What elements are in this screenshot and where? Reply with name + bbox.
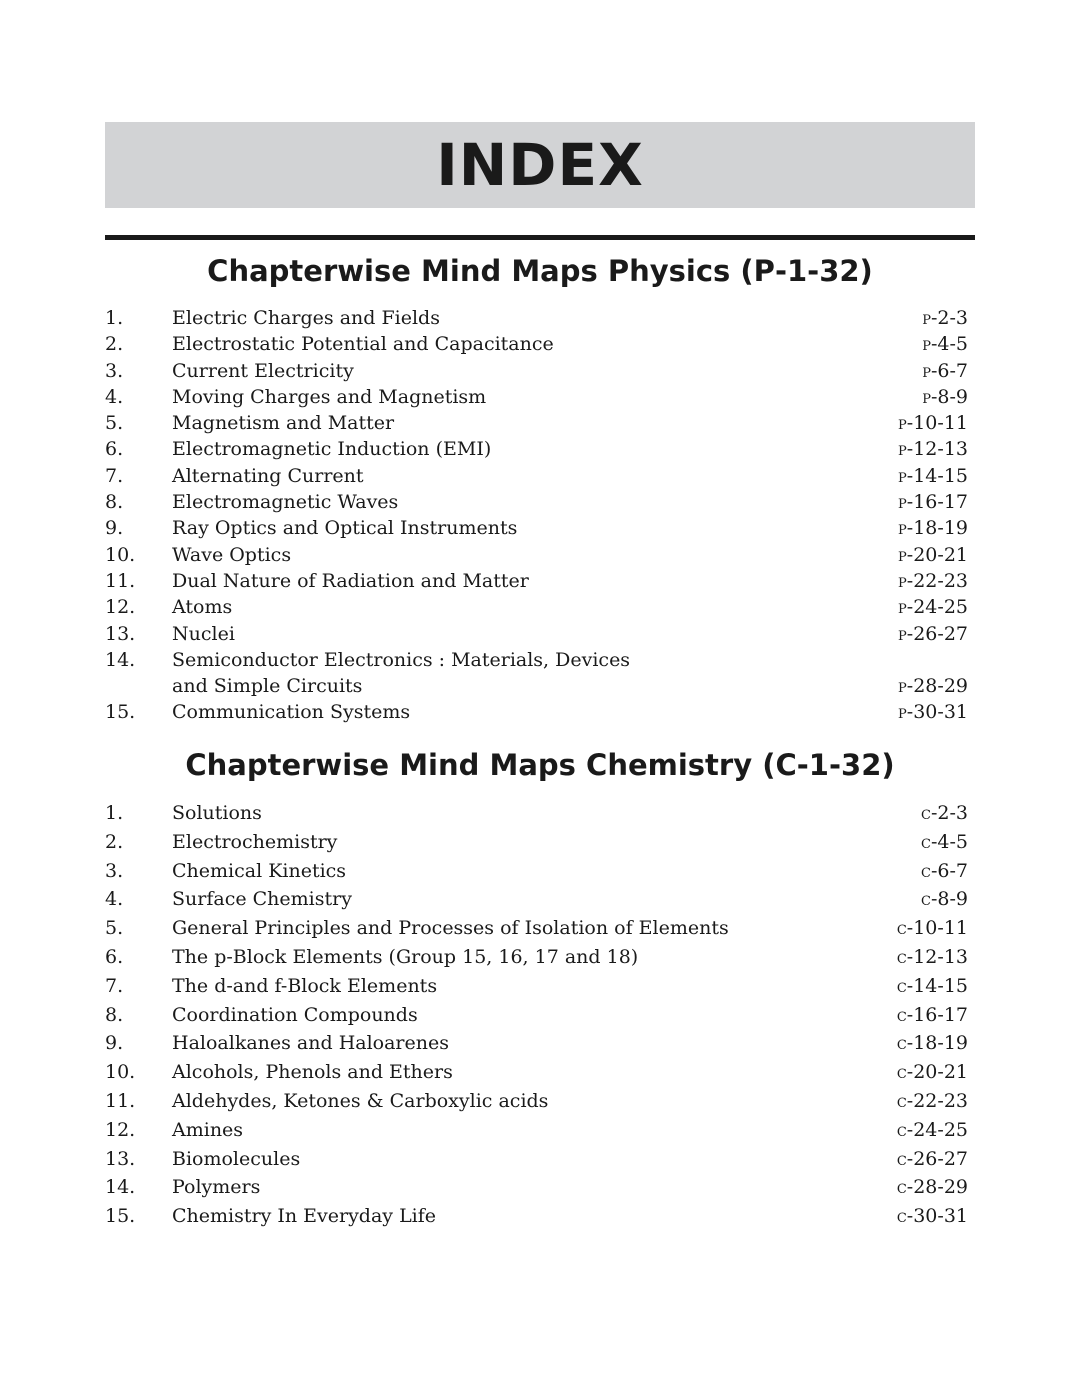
page-prefix: C <box>896 980 907 996</box>
chapter-number: 2. <box>105 333 124 356</box>
chapter-title: Chemistry In Everyday Life <box>172 1205 437 1228</box>
page-prefix: P <box>898 707 907 723</box>
page-prefix: C <box>896 1124 907 1140</box>
page-prefix: C <box>896 1211 907 1227</box>
chapter-title: The p-Block Elements (Group 15, 16, 17 and 18) <box>172 945 639 968</box>
page-numbers: -30-31 <box>906 1205 968 1228</box>
chapter-number: 13. <box>105 622 136 645</box>
chapter-row <box>105 410 968 436</box>
page-prefix: P <box>922 391 931 407</box>
page-numbers: -26-27 <box>906 1147 968 1170</box>
chapter-number: 10. <box>105 1061 136 1084</box>
chapter-row <box>105 621 968 647</box>
chapter-row <box>105 1001 968 1030</box>
chapter-title: Magnetism and Matter <box>172 412 395 435</box>
chapter-row <box>105 463 968 489</box>
chapter-row <box>105 943 968 972</box>
page-numbers: -28-29 <box>906 1176 968 1199</box>
chapter-title: Chemical Kinetics <box>172 859 347 882</box>
chapter-number: 4. <box>105 888 124 911</box>
chapter-title: Haloalkanes and Haloarenes <box>172 1032 449 1055</box>
chapter-page-range <box>921 885 968 917</box>
page-numbers: -26-27 <box>906 622 968 645</box>
divider-rule <box>105 235 975 240</box>
page-prefix: C <box>896 1067 907 1083</box>
chapter-row <box>105 515 968 541</box>
page-numbers: -4-5 <box>930 830 968 853</box>
chapter-row <box>105 799 968 828</box>
chapter-row <box>105 1116 968 1145</box>
chapter-page-range <box>922 305 968 334</box>
chapter-page-range <box>898 673 968 702</box>
chapter-page-range <box>897 914 968 946</box>
page-prefix: C <box>921 894 931 910</box>
page-numbers: -16-17 <box>906 491 968 514</box>
physics-section-heading <box>105 254 975 288</box>
page-numbers: -20-21 <box>906 543 968 566</box>
page-prefix: P <box>898 681 907 697</box>
chapter-title-continuation: and Simple Circuits <box>172 675 363 698</box>
chapter-page-range <box>897 1145 968 1177</box>
physics-heading-prefix: P <box>753 254 775 288</box>
chapter-page-range <box>897 943 968 975</box>
page-numbers: -24-25 <box>906 1118 968 1141</box>
chapter-page-range <box>898 621 968 650</box>
chapter-number: 6. <box>105 945 124 968</box>
chapter-row <box>105 1173 968 1202</box>
chemistry-heading-text: Chapterwise Mind Maps Chemistry ( <box>185 748 776 782</box>
chapter-title: Amines <box>172 1118 244 1141</box>
chapter-number: 11. <box>105 1089 136 1112</box>
chapter-title: Wave Optics <box>172 543 292 566</box>
chapter-row <box>105 358 968 384</box>
chapter-page-range <box>922 331 968 360</box>
chapter-page-range <box>897 1029 968 1061</box>
physics-heading-text: Chapterwise Mind Maps Physics ( <box>207 254 754 288</box>
chapter-title: Ray Optics and Optical Instruments <box>172 517 518 540</box>
physics-heading-range: -1-32) <box>774 254 873 288</box>
chapter-row <box>105 857 968 886</box>
page-prefix: P <box>898 444 907 460</box>
page-numbers: -22-23 <box>906 1089 968 1112</box>
chapter-title: Solutions <box>172 802 262 824</box>
chapter-number: 12. <box>105 596 136 619</box>
chapter-number: 10. <box>105 543 136 566</box>
chapter-row <box>105 305 968 331</box>
page-numbers: -24-25 <box>906 596 968 619</box>
chapter-row <box>105 542 968 568</box>
page-numbers: -10-11 <box>906 412 968 435</box>
chapter-row <box>105 914 968 943</box>
page-prefix: C <box>896 923 907 939</box>
chapter-number: 3. <box>105 359 124 382</box>
chapter-number: 15. <box>105 1205 136 1228</box>
chapter-page-range <box>898 542 968 571</box>
page-numbers: -2-3 <box>930 307 968 329</box>
page-prefix: P <box>922 365 931 381</box>
page-prefix: C <box>896 1182 907 1198</box>
chapter-number: 15. <box>105 701 136 724</box>
page-numbers: -14-15 <box>906 974 968 997</box>
chapter-number: 5. <box>105 917 124 940</box>
chapter-number: 13. <box>105 1147 136 1170</box>
chapter-title: Aldehydes, Ketones & Carboxylic acids <box>172 1089 549 1112</box>
chapter-title: The d-and f-Block Elements <box>172 974 438 997</box>
page-numbers: -4-5 <box>930 333 968 356</box>
chapter-title: Electrochemistry <box>172 830 338 853</box>
page-numbers: -28-29 <box>906 675 968 698</box>
chapter-row <box>105 885 968 914</box>
page-numbers: -8-9 <box>930 385 968 408</box>
chapter-row <box>105 594 968 620</box>
physics-chapter-list <box>105 305 968 726</box>
chapter-title: Coordination Compounds <box>172 1003 418 1026</box>
page-title: INDEX <box>436 131 644 199</box>
chapter-row <box>105 1145 968 1174</box>
page-numbers: -22-23 <box>906 569 968 592</box>
page-prefix: P <box>898 602 907 618</box>
chapter-title: General Principles and Processes of Isolation of Elements <box>172 917 729 940</box>
chemistry-heading-prefix: C <box>775 748 797 782</box>
chapter-title: Electromagnetic Waves <box>172 491 399 514</box>
page-prefix: P <box>898 470 907 486</box>
chapter-row <box>105 1202 968 1231</box>
chapter-number: 8. <box>105 491 124 514</box>
page-numbers: -12-13 <box>906 438 968 461</box>
page-prefix: C <box>921 865 931 881</box>
chapter-page-range <box>898 699 968 728</box>
page-prefix: C <box>896 1009 907 1025</box>
chapter-page-range <box>898 568 968 597</box>
chapter-row <box>105 647 968 673</box>
chapter-number: 4. <box>105 385 124 408</box>
page-prefix: P <box>898 575 907 591</box>
chapter-title: Dual Nature of Radiation and Matter <box>172 569 529 592</box>
chapter-number: 14. <box>105 1176 136 1199</box>
chapter-page-range <box>898 463 968 492</box>
chapter-number: 1. <box>105 307 124 329</box>
chapter-row <box>105 384 968 410</box>
chapter-title: Electrostatic Potential and Capacitance <box>172 333 554 356</box>
page-prefix: C <box>896 1038 907 1054</box>
chapter-number: 1. <box>105 802 124 824</box>
chapter-title: Electromagnetic Induction (EMI) <box>172 438 492 461</box>
page-prefix: P <box>898 523 907 539</box>
chapter-number: 12. <box>105 1118 136 1141</box>
chapter-number: 5. <box>105 412 124 435</box>
chapter-number: 7. <box>105 974 124 997</box>
chapter-title: Alcohols, Phenols and Ethers <box>172 1061 453 1084</box>
chemistry-heading-range: -1-32) <box>796 748 895 782</box>
page-prefix: P <box>898 418 907 434</box>
page-numbers: -12-13 <box>906 945 968 968</box>
chapter-page-range <box>898 594 968 623</box>
chapter-page-range <box>922 384 968 413</box>
chapter-page-range <box>897 1087 968 1119</box>
page-prefix: C <box>896 951 907 967</box>
chapter-page-range <box>897 1202 968 1234</box>
chapter-row <box>105 828 968 857</box>
chapter-number: 7. <box>105 464 124 487</box>
chemistry-section-heading <box>105 748 975 782</box>
chapter-number: 8. <box>105 1003 124 1026</box>
page-numbers: -18-19 <box>906 517 968 540</box>
page-numbers: -10-11 <box>906 917 968 940</box>
chapter-title: Atoms <box>172 596 233 619</box>
chapter-title: Alternating Current <box>172 464 364 487</box>
chemistry-chapter-list <box>105 799 968 1231</box>
chapter-page-range <box>897 1058 968 1090</box>
page-prefix: P <box>898 497 907 513</box>
chapter-number: 2. <box>105 830 124 853</box>
chapter-page-range <box>898 436 968 465</box>
chapter-number: 6. <box>105 438 124 461</box>
chapter-title: Moving Charges and Magnetism <box>172 385 487 408</box>
chapter-row <box>105 1058 968 1087</box>
page-prefix: P <box>922 339 931 355</box>
chapter-title: Polymers <box>172 1176 261 1199</box>
chapter-row <box>105 436 968 462</box>
chapter-title: Current Electricity <box>172 359 354 382</box>
chapter-page-range <box>897 972 968 1004</box>
page-prefix: C <box>896 1153 907 1169</box>
page-prefix: P <box>898 628 907 644</box>
chapter-number: 9. <box>105 517 124 540</box>
title-banner <box>105 122 975 208</box>
chapter-title: Communication Systems <box>172 701 411 724</box>
chapter-row <box>105 1087 968 1116</box>
chapter-number: 3. <box>105 859 124 882</box>
chapter-page-range <box>922 358 968 387</box>
page-prefix: C <box>896 1095 907 1111</box>
page-numbers: -8-9 <box>930 888 968 911</box>
chapter-row <box>105 568 968 594</box>
chapter-page-range <box>898 410 968 439</box>
chapter-page-range <box>897 1001 968 1033</box>
chapter-row <box>105 331 968 357</box>
chapter-title: Nuclei <box>172 622 235 645</box>
chapter-page-range <box>897 1116 968 1148</box>
page-numbers: -20-21 <box>906 1061 968 1084</box>
chapter-row-continuation <box>105 673 968 699</box>
page-numbers: -6-7 <box>930 359 968 382</box>
chapter-page-range <box>898 489 968 518</box>
chapter-page-range <box>921 799 968 831</box>
page-numbers: -16-17 <box>906 1003 968 1026</box>
page-prefix: P <box>922 313 931 328</box>
page-prefix: C <box>921 808 931 823</box>
chapter-page-range <box>921 857 968 889</box>
chapter-title: Surface Chemistry <box>172 888 352 911</box>
page-prefix: C <box>921 836 931 852</box>
chapter-title: Biomolecules <box>172 1147 301 1170</box>
chapter-title: Electric Charges and Fields <box>172 307 440 329</box>
chapter-row <box>105 972 968 1001</box>
chapter-page-range <box>897 1173 968 1205</box>
chapter-row <box>105 1029 968 1058</box>
page-numbers: -2-3 <box>930 802 968 824</box>
page-numbers: -14-15 <box>906 464 968 487</box>
page-numbers: -30-31 <box>906 701 968 724</box>
chapter-page-range <box>921 828 968 860</box>
chapter-row <box>105 699 968 725</box>
page-numbers: -6-7 <box>930 859 968 882</box>
chapter-title: Semiconductor Electronics : Materials, Devices <box>172 648 631 671</box>
page-prefix: P <box>898 549 907 565</box>
chapter-number: 14. <box>105 648 136 671</box>
chapter-number: 11. <box>105 569 136 592</box>
chapter-row <box>105 489 968 515</box>
chapter-number: 9. <box>105 1032 124 1055</box>
chapter-page-range <box>898 515 968 544</box>
page-numbers: -18-19 <box>906 1032 968 1055</box>
